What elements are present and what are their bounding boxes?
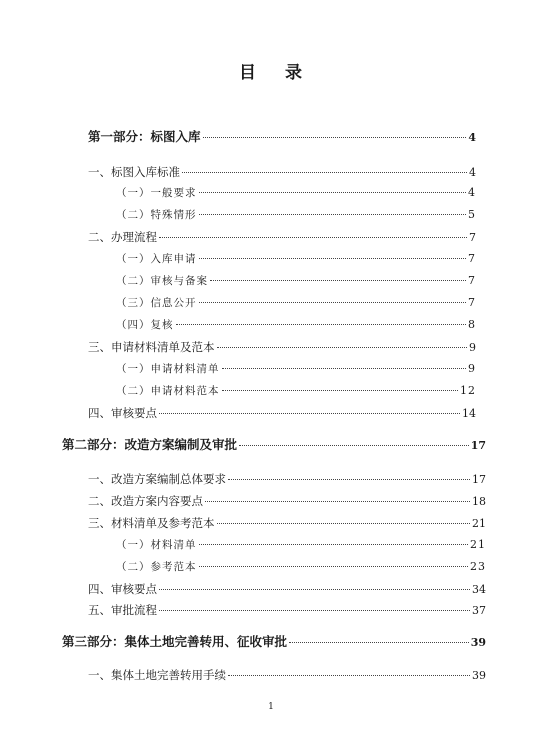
toc-page-number: 17 [470, 439, 486, 452]
toc-part-2[interactable] [62, 436, 486, 454]
toc-subsection[interactable] [116, 536, 486, 554]
toc-subsection[interactable] [116, 316, 476, 334]
toc-label: 一、集体土地完善转用手续 [88, 668, 226, 682]
leader-dots [182, 172, 467, 173]
toc-subsection[interactable] [116, 558, 486, 576]
toc-section[interactable] [88, 601, 486, 619]
toc-page-number: 4 [469, 166, 476, 179]
leader-dots [159, 589, 470, 590]
leader-dots [159, 413, 460, 414]
toc-label: （二）参考范本 [116, 561, 197, 573]
toc-page-number: 37 [472, 604, 486, 617]
leader-dots [199, 302, 467, 303]
leader-dots [199, 544, 469, 545]
toc-label: （一）一般要求 [116, 187, 197, 199]
toc-subsection[interactable] [116, 294, 476, 312]
leader-dots [203, 137, 467, 138]
toc-label: 三、申请材料清单及范本 [88, 340, 215, 354]
toc-page-number: 8 [468, 318, 476, 331]
toc-label: （四）复核 [116, 319, 174, 331]
toc-page-number: 9 [468, 362, 476, 375]
toc-page-number: 23 [470, 560, 486, 573]
toc-label: 一、改造方案编制总体要求 [88, 472, 226, 486]
toc-page-number: 21 [470, 538, 486, 551]
toc-label: 二、办理流程 [88, 230, 157, 244]
toc-label: 第三部分：集体土地完善转用、征收审批 [62, 634, 288, 649]
toc-part-3[interactable] [62, 633, 486, 651]
leader-dots [217, 347, 468, 348]
leader-dots [199, 566, 469, 567]
toc-page-number: 4 [468, 131, 476, 144]
toc-label: 第二部分：改造方案编制及审批 [62, 437, 238, 452]
toc-page-number: 9 [469, 341, 476, 354]
toc-part-1[interactable] [88, 128, 476, 146]
toc-page-number: 17 [472, 473, 486, 486]
toc-subsection[interactable] [116, 206, 476, 224]
toc-label: 第一部分：标图入库 [88, 129, 201, 144]
toc-page-number: 39 [470, 636, 486, 649]
toc-page-number: 21 [472, 517, 486, 530]
toc-subsection[interactable] [116, 382, 476, 400]
toc-label: （一）申请材料清单 [116, 363, 220, 375]
leader-dots [228, 479, 470, 480]
toc-page-number: 7 [469, 231, 476, 244]
toc-page-number: 34 [472, 583, 486, 596]
leader-dots [199, 258, 467, 259]
toc-section[interactable] [88, 338, 476, 356]
toc-label: （一）入库申请 [116, 253, 197, 265]
toc-section[interactable] [88, 514, 486, 532]
page-number: 1 [268, 702, 274, 712]
leader-dots [222, 390, 459, 391]
toc-label: （二）特殊情形 [116, 209, 197, 221]
toc-page-number: 7 [468, 296, 476, 309]
toc-label: 一、标图入库标准 [88, 165, 180, 179]
leader-dots [205, 501, 470, 502]
leader-dots [222, 368, 467, 369]
toc-section[interactable] [88, 228, 476, 246]
toc-title [0, 58, 542, 83]
toc-section[interactable] [88, 404, 476, 422]
leader-dots [199, 192, 467, 193]
leader-dots [176, 324, 467, 325]
leader-dots [159, 237, 467, 238]
leader-dots [199, 214, 467, 215]
leader-dots [239, 445, 469, 446]
toc-label: （二）申请材料范本 [116, 385, 220, 397]
leader-dots [217, 523, 471, 524]
toc-page-number: 5 [468, 208, 476, 221]
leader-dots [289, 642, 469, 643]
toc-section[interactable] [88, 580, 486, 598]
toc-page-number: 7 [468, 274, 476, 287]
toc-section[interactable] [88, 470, 486, 488]
toc-subsection[interactable] [116, 250, 476, 268]
toc-subsection[interactable] [116, 184, 476, 202]
toc-page-number: 4 [468, 186, 476, 199]
toc-subsection[interactable] [116, 272, 476, 290]
leader-dots [159, 610, 470, 611]
toc-label: （一）材料清单 [116, 539, 197, 551]
toc-section[interactable] [88, 492, 486, 510]
toc-label: 四、审核要点 [88, 406, 157, 420]
toc-label: 五、审批流程 [88, 603, 157, 617]
toc-label: （二）审核与备案 [116, 275, 208, 287]
leader-dots [228, 675, 470, 676]
toc-section[interactable] [88, 666, 486, 684]
toc-page-number: 7 [468, 252, 476, 265]
toc-label: 二、改造方案内容要点 [88, 494, 203, 508]
toc-label: （三）信息公开 [116, 297, 197, 309]
toc-subsection[interactable] [116, 360, 476, 378]
title-char-2: 录 [285, 63, 303, 83]
toc-page-number: 39 [472, 669, 486, 682]
toc-page-number: 12 [460, 384, 476, 397]
toc-label: 四、审核要点 [88, 582, 157, 596]
leader-dots [210, 280, 466, 281]
toc-page-number: 18 [472, 495, 486, 508]
toc-section[interactable] [88, 163, 476, 181]
toc-label: 三、材料清单及参考范本 [88, 516, 215, 530]
title-char-1: 目 [239, 63, 257, 83]
toc-page-number: 14 [462, 407, 476, 420]
